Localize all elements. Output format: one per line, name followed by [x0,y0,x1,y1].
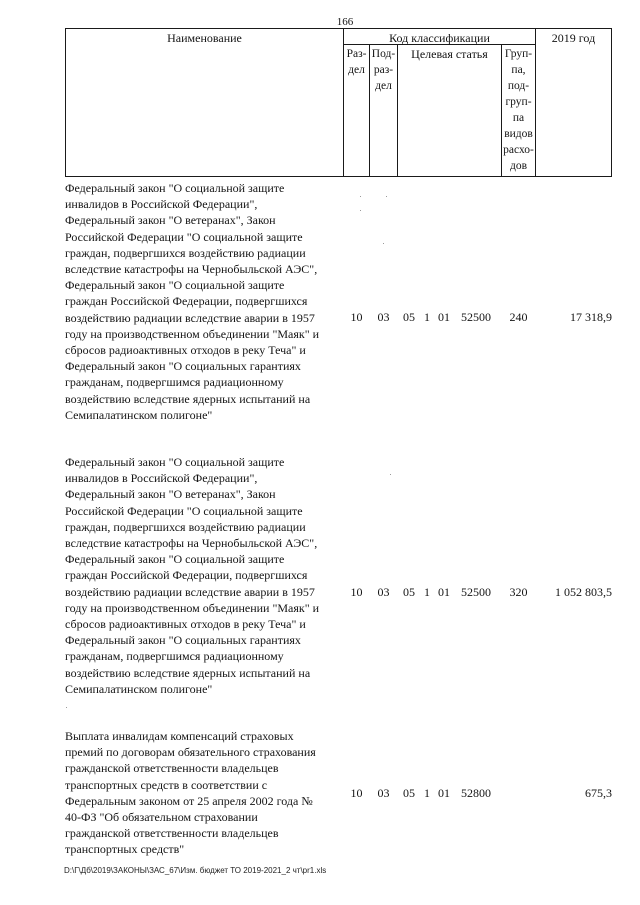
scan-dot [386,196,387,197]
header-name: Наименование [167,31,242,45]
row-name: Выплата инвалидам компенсаций страховых премий по договорам обязательного страхования гражданской ответственности владельцев транспортных средств в соответствии с Федеральным законом от 25 апреля 2002 года № 40-ФЗ "Об обязательном страховании гражданской ответственности владельцев транспортных средств" [65,729,316,857]
row-razdel: 10 [350,310,363,324]
row-name: Федеральный закон "О социальной защите инвалидов в Российской Федерации", Федеральный закон "О ветеранах", Закон Российской Федерации "О социальной защите граждан, подвергшихся воздействию радиации вследствие катастрофы на Чернобыльской АЭС", Федеральный закон "О социальной защите граждан Российской Федерации, подвергшихся воздействию радиации вследствие аварии в 1957 году на производственном объединении "Маяк" и сбросов радиоактивных отходов в реку Теча" и Федеральный закон "О социальных гарантиях гражданам, подвергшимся радиационному воздействию вследствие ядерных испытаний на Семипалатинском полигоне" [65,181,320,422]
scan-dot [66,707,67,708]
row-amount: 675,3 [585,786,612,800]
row-amount: 17 318,9 [570,310,612,324]
row-name: Федеральный закон "О социальной защите инвалидов в Российской Федерации", Федеральный закон "О ветеранах", Закон Российской Федерации "О социальной защите граждан, подвергшихся воздействию радиации вследствие катастрофы на Чернобыльской АЭС", Федеральный закон "О социальной защите граждан Российской Федерации, подвергшихся воздействию радиации вследствие аварии в 1957 году на производственном объединении "Маяк" и сбросов радиоактивных отходов в реку Теча" и Федеральный закон "О социальных гарантиях гражданам, подвергшимся радиационному воздействию вследствие ядерных испытаний на Семипалатинском полигоне" [65,455,320,696]
header-target: Целевая статья [411,47,488,61]
scan-dot [360,196,361,197]
scan-dot [360,210,361,211]
header-top-border [65,28,612,29]
scan-dot [383,243,384,244]
row-target-part1: 05 [403,310,415,324]
header-divider-podrazdel [397,44,398,177]
page-number: 166 [336,16,354,28]
row-target-part3: 01 [438,310,450,324]
row-target-part1: 05 [403,585,415,599]
row-target-part3: 01 [438,786,450,800]
row-target-part4: 52800 [461,786,491,800]
header-right-border [611,28,612,177]
header-bottom-border [65,176,612,177]
row-target-part4: 52500 [461,310,491,324]
row-target-part3: 01 [438,585,450,599]
header-group: Груп- па, под- груп- па видов расхо- дов [503,48,534,172]
row-group: 320 [509,585,528,599]
row-target-part1: 05 [403,786,415,800]
header-razdel: Раз- дел [346,48,367,76]
row-target-part2: 1 [424,310,430,324]
row-group: 240 [509,310,528,324]
row-razdel: 10 [350,585,363,599]
row-target-part2: 1 [424,786,430,800]
header-left-border [65,28,66,177]
row-razdel: 10 [350,786,363,800]
header-podrazdel: Под- раз- дел [371,48,396,92]
scan-dot [390,474,391,475]
row-target-part4: 52500 [461,585,491,599]
header-divider-group [535,28,536,177]
header-code-group: Код классификации [389,31,490,45]
row-podrazdel: 03 [377,585,390,599]
row-podrazdel: 03 [377,786,390,800]
header-year: 2019 год [551,31,596,45]
file-path-footer: D:\Г\Дб\2019\ЗАКОНЫ\ЗАС_67\Изм. бюджет ТО 2019-2021_2 чт\pr1.xls [64,866,327,875]
row-podrazdel: 03 [377,310,390,324]
row-amount: 1 052 803,5 [555,585,612,599]
row-target-part2: 1 [424,585,430,599]
